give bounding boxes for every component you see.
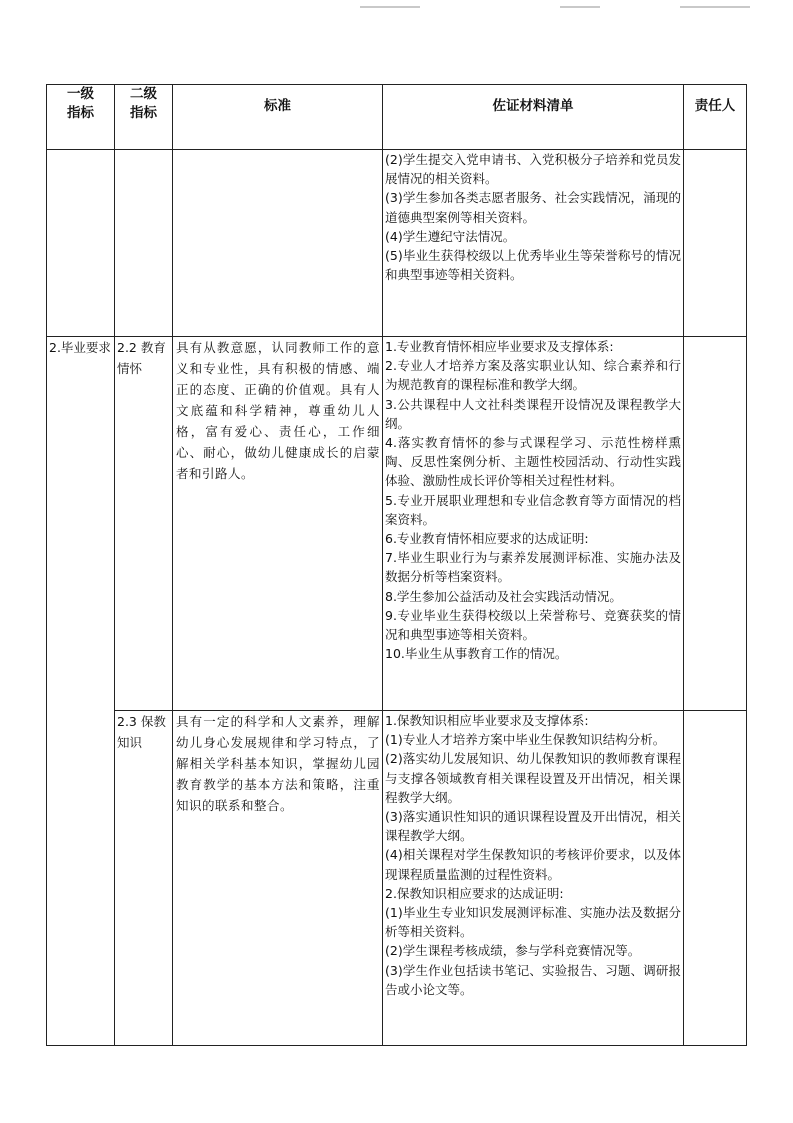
evidence-item: 9.专业毕业生获得校级以上荣誉称号、竞赛获奖的情况和典型事迹等相关资料。 — [385, 607, 681, 643]
scan-artifact-mark — [360, 6, 420, 8]
header-level1-indicator — [47, 85, 115, 150]
evidence-item: 4.落实教育情怀的参与式课程学习、示范性榜样熏陶、反思性案例分析、主题性校园活动、行动性实践体验、激励性成长评价等相关过程性材料。 — [385, 435, 681, 489]
table-header-row — [47, 85, 747, 150]
cell-standard — [173, 337, 383, 711]
cell-responsible — [684, 337, 747, 711]
cell-standard — [173, 150, 383, 337]
scan-artifact-mark — [560, 6, 600, 8]
evidence-item: (3)学生参加各类志愿者服务、社会实践情况，涌现的道德典型案例等相关资料。 — [385, 190, 681, 225]
level1-label: 2.毕业要求 — [49, 340, 111, 355]
header-level2-indicator — [115, 85, 173, 150]
evidence-item: (4)学生遵纪守法情况。 — [385, 228, 516, 244]
header-responsible: 责任人 — [684, 85, 747, 150]
evidence-item: (3)落实通识性知识的通识课程设置及开出情况，相关课程教学大纲。 — [385, 809, 681, 844]
level2-label: 2.3 保教知识 — [117, 714, 166, 750]
indicator-table — [46, 84, 747, 1046]
header-evidence-list: 佐证材料清单 — [383, 85, 684, 150]
cell-level2 — [115, 337, 173, 711]
evidence-item: 7.毕业生职业行为与素养发展测评标准、实施办法及数据分析等档案资料。 — [385, 550, 681, 585]
evidence-item: 1.专业教育情怀相应毕业要求及支撑体系: — [385, 339, 614, 354]
evidence-item: 8.学生参加公益活动及社会实践活动情况。 — [385, 588, 622, 604]
evidence-item: (2)学生提交入党申请书、入党积极分子培养和党员发展情况的相关资料。 — [385, 152, 681, 187]
cell-evidence — [383, 711, 684, 1046]
evidence-item: 6.专业教育情怀相应要求的达成证明: — [385, 531, 589, 547]
header-level2-line2: 指标 — [130, 105, 157, 121]
table-row — [47, 711, 747, 1046]
evidence-item: (1)专业人才培养方案中毕业生保教知识结构分析。 — [385, 732, 666, 748]
cell-level1 — [47, 337, 115, 1046]
header-level2-line1: 二级 — [130, 86, 157, 102]
cell-level1 — [47, 150, 115, 337]
evidence-item: 3.公共课程中人文社科类课程开设情况及课程教学大纲。 — [385, 396, 681, 431]
table-row — [47, 337, 747, 711]
evidence-item: (2)落实幼儿发展知识、幼儿保教知识的教师教育课程与支撑各领域教育相关课程设置及开出情况，相关课程教学大纲。 — [385, 751, 681, 805]
header-level1-line2: 指标 — [67, 105, 94, 121]
standard-text: 具有一定的科学和人文素养，理解幼儿身心发展规律和学习特点，了解相关学科基本知识，掌握幼儿园教育教学的基本方法和策略，注重知识的联系和整合。 — [176, 714, 380, 813]
evidence-item: (2)学生课程考核成绩，参与学科竞赛情况等。 — [385, 943, 641, 959]
evidence-item: (4)相关课程对学生保教知识的考核评价要求，以及体现课程质量监测的过程性资料。 — [385, 847, 681, 882]
cell-responsible — [684, 150, 747, 337]
standard-text: 具有从教意愿，认同教师工作的意义和专业性，具有积极的情感、端正的态度、正确的价值观。具有人文底蕴和科学精神，尊重幼儿人格，富有爱心、责任心，工作细心、耐心，做幼儿健康成长的启蒙者和引路人。 — [176, 340, 380, 481]
table-row — [47, 150, 747, 337]
evidence-item: 1.保教知识相应毕业要求及支撑体系: — [385, 713, 589, 728]
evidence-item: (1)毕业生专业知识发展测评标准、实施办法及数据分析等相关资料。 — [385, 905, 681, 940]
evidence-item: (3)学生作业包括读书笔记、实验报告、习题、调研报告或小论文等。 — [385, 962, 681, 997]
cell-evidence — [383, 337, 684, 711]
scan-artifact-mark — [680, 6, 750, 8]
evidence-item: 10.毕业生从事教育工作的情况。 — [385, 646, 568, 662]
level2-label: 2.2 教育情怀 — [117, 340, 166, 376]
evidence-item: 2.保教知识相应要求的达成证明: — [385, 885, 564, 901]
cell-level2 — [115, 150, 173, 337]
cell-level2 — [115, 711, 173, 1046]
header-level1-line1: 一级 — [67, 86, 94, 102]
evidence-item: 5.专业开展职业理想和专业信念教育等方面情况的档案资料。 — [385, 492, 681, 527]
cell-evidence — [383, 150, 684, 337]
evidence-item: (5)毕业生获得校级以上优秀毕业生等荣誉称号的情况和典型事迹等相关资料。 — [385, 248, 681, 283]
evidence-item: 2.专业人才培养方案及落实职业认知、综合素养和行为规范教育的课程标准和教学大纲。 — [385, 358, 681, 393]
header-standard: 标准 — [173, 85, 383, 150]
cell-responsible — [684, 711, 747, 1046]
cell-standard — [173, 711, 383, 1046]
